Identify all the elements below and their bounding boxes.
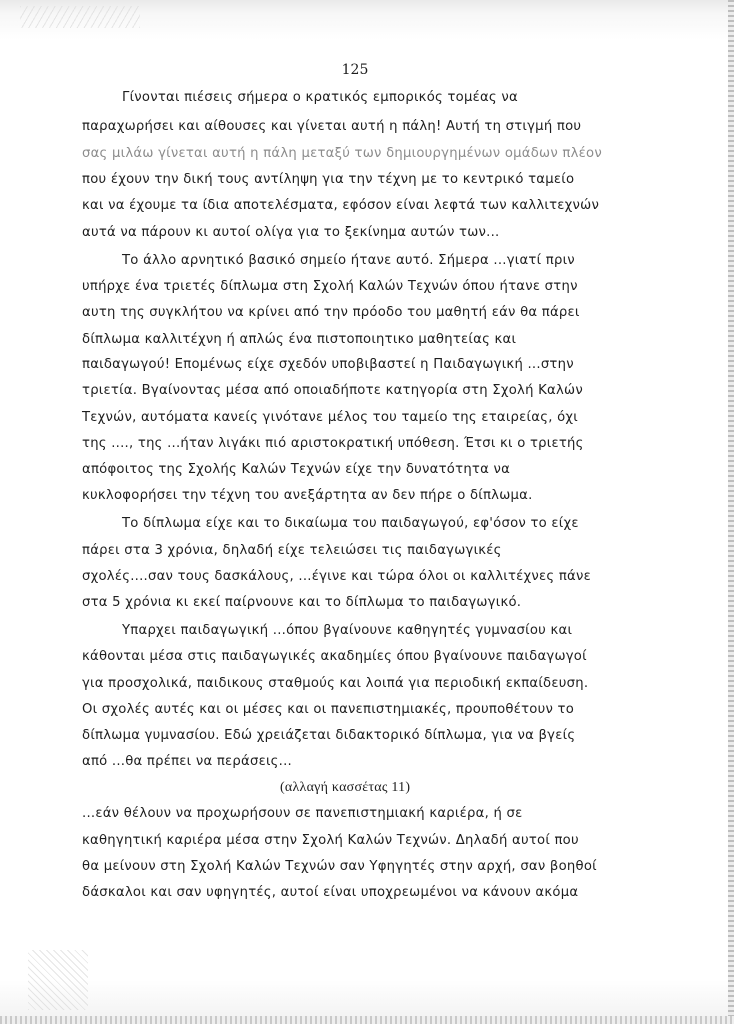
text-line: Τεχνών, αυτόματα κανείς γινότανε μέλος του ταμείο της εταιρείας, όχι [82,410,578,425]
text-line: σχολές....σαν τους δασκάλους, ...έγινε και τώρα όλοι οι καλλιτέχνες πάνε [82,569,591,584]
text-line: καθηγητική καριέρα μέσα στην Σχολή Καλών Τεχνών. Δηλαδή αυτοί που [82,833,579,848]
text-line: που έχουν την δική τους αντίληψη για την τέχνη με το κεντρικό ταμείο [82,172,575,187]
text-line: κάθονται μέσα στις παιδαγωγικές ακαδημίες όπου βγαίνουνε παιδαγωγοί [82,649,587,664]
text-line: αυτά να πάρουν κι αυτοί ολίγα για το ξεκίνημα αυτών των... [82,225,500,240]
text-line: παραχωρήσει και αίθουσες και γίνεται αυτή η πάλη! Αυτή τη στιγμή που [82,119,582,134]
text-line: πάρει στα 3 χρόνια, δηλαδή είχε τελειώσει τις παιδαγωγικές [82,543,502,558]
text-line: Οι σχολές αυτές και οι μέσες και οι πανεπιστημιακές, προυποθέτουν το [82,702,575,717]
text-line: Υπαρχει παιδαγωγική ...όπου βγαίνουνε καθηγητές γυμνασίου και [122,623,573,638]
scan-edge-right [728,0,734,1024]
scan-noise-bottom-left [28,950,88,1010]
text-line: Γίνονται πιέσεις σήμερα ο κρατικός εμπορικός τομέας να [122,90,518,105]
text-line: κυκλοφορήσει την τέχνη του ανεξάρτητα αν δεν πήρε ο δίπλωμα. [82,488,533,503]
text-line: παιδαγωγού! Επομένως είχε σχεδόν υποβιβαστεί η Παιδαγωγική ...στην [82,357,574,372]
text-line: στα 5 χρόνια κι εκεί παίρνουνε και το δίπλωμα το παιδαγωγικό. [82,595,522,610]
text-line: δίπλωμα γυμνασίου. Εδώ χρειάζεται διδακτορικό δίπλωμα, για να βγείς [82,728,576,743]
text-line: της ...., της ...ήταν λιγάκι πιό αριστοκρατική υπόθεση. Έτσι κι ο τριετής [82,436,584,451]
text-line: Το δίπλωμα είχε και το δικαίωμα του παιδαγωγού, εφ'όσον το είχε [122,516,579,531]
text-line: Το άλλο αρνητικό βασικό σημείο ήτανε αυτό. Σήμερα ...γιατί πριν [122,253,575,268]
text-line: και να έχουμε τα ίδια αποτελέσματα, εφόσον είναι λεφτά των καλλιτεχνών [82,198,600,213]
text-line-faded: σας μιλάω γίνεται αυτή η πάλη μεταξύ των δημιουργημένων ομάδων πλέον [82,146,602,161]
text-line: δάσκαλοι και σαν υφηγητές, αυτοί είναι υποχρεωμένοι να κάνουν ακόμα [82,885,579,900]
scan-noise-top [20,6,140,28]
text-line: για προσχολικά, παιδικους σταθμούς και λοιπά για περιοδική εκπαίδευση. [82,676,589,691]
text-line: αυτη της συγκλήτου να κρίνει από την πρόοδο του μαθητή εάν θα πάρει [82,305,580,320]
text-line: απόφοιτος της Σχολής Καλών Τεχνών είχε την δυνατότητα να [82,462,511,477]
text-line: θα μείνουν στη Σχολή Καλών Τεχνών σαν Υφηγητές στην αρχή, σαν βοηθοί [82,859,597,874]
text-line: υπήρχε ένα τριετές δίπλωμα στη Σχολή Καλών Τεχνών όπου ήτανε στην [82,279,578,294]
text-line: από ...θα πρέπει να περάσεις... [82,754,292,769]
text-line: τριετία. Βγαίνοντας μέσα από οποιαδήποτε κατηγορία στη Σχολή Καλών [82,383,583,398]
text-line: ...εάν θέλουν να προχωρήσουν σε πανεπιστημιακή καριέρα, ή σε [82,806,523,821]
scan-edge-bottom [0,1016,734,1024]
page-number: 125 [341,62,369,78]
section-marker: (αλλαγή κασσέτας 11) [280,780,411,795]
text-line: δίπλωμα καλλιτέχνη ή απλώς ένα πιστοποιητικο μαθητείας και [82,332,517,347]
